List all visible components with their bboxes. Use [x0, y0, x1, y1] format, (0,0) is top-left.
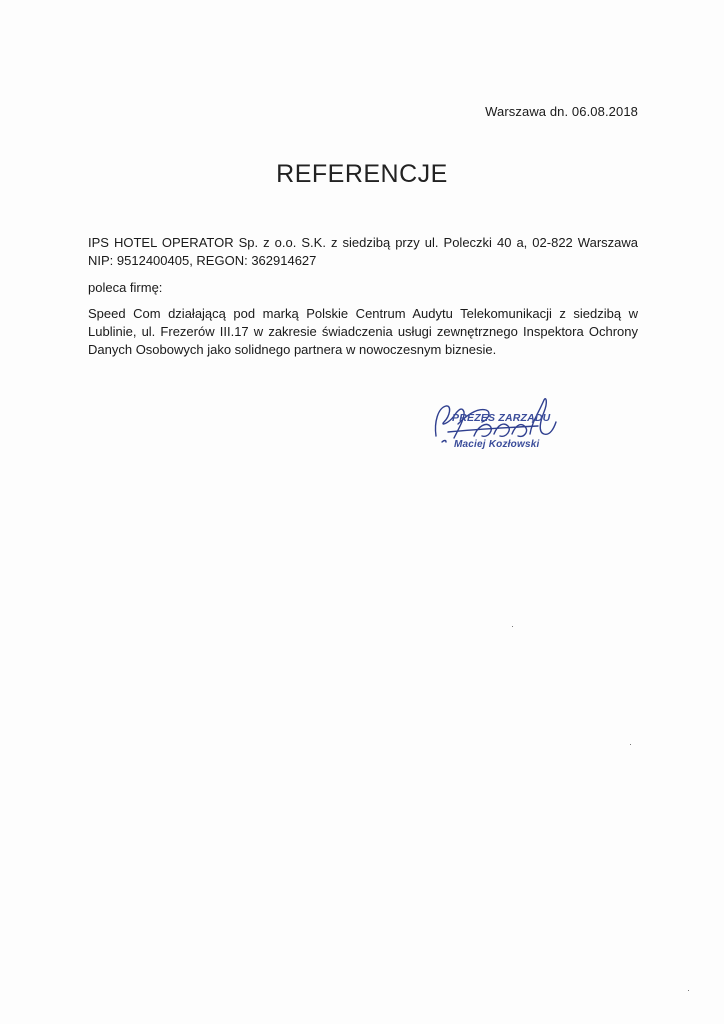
date-line: Warszawa dn. 06.08.2018 [485, 104, 638, 119]
document-title: REFERENCJE [276, 160, 448, 188]
scan-speck [688, 990, 689, 991]
scan-speck [512, 626, 513, 627]
stamp-role: PREZES ZARZĄDU [452, 412, 551, 424]
signature-stamp [428, 392, 578, 462]
issuer-paragraph: IPS HOTEL OPERATOR Sp. z o.o. S.K. z siedzibą przy ul. Poleczki 40 a, 02-822 Warszawa NIP: 9512400405, REGON: 362914627 [88, 235, 638, 268]
recommendation-body: Speed Com działającą pod marką Polskie Centrum Audytu Telekomunikacji z siedzibą w Lublinie, ul. Frezerów III.17 w zakresie świadczenia usługi zewnętrznego Inspektora Ochrony Danych Osobowych jako solidnego partnera w nowoczesnym biznesie. [88, 306, 638, 357]
recommendation-intro: poleca firmę: [88, 280, 163, 295]
handwritten-signature [428, 392, 578, 462]
stamp-name: Maciej Kozłowski [454, 439, 540, 450]
scan-speck [630, 744, 631, 745]
